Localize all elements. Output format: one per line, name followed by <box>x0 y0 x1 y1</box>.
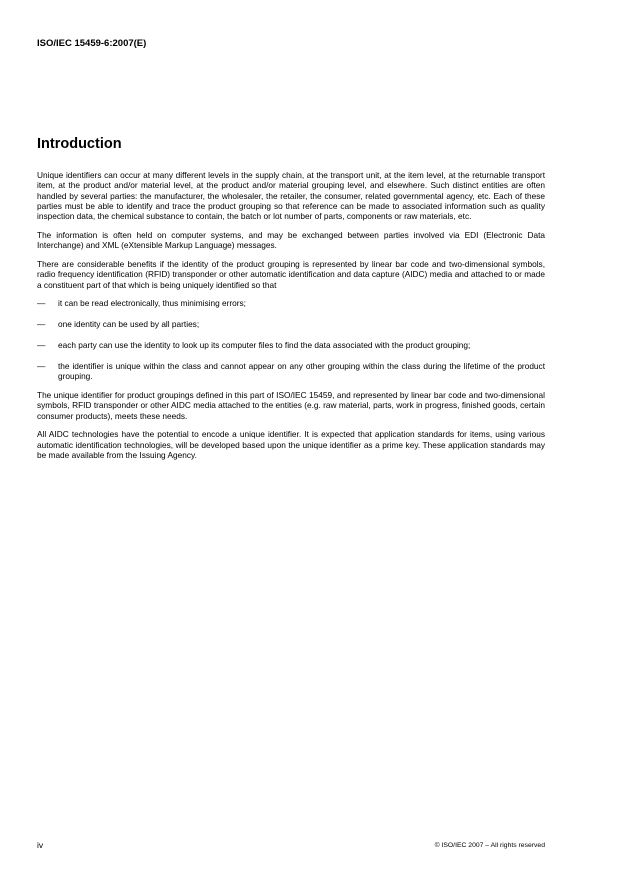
dash-bullet: — <box>37 298 46 309</box>
page-number: iv <box>37 840 44 850</box>
list-item-text: the identifier is unique within the class and cannot appear on any other grouping within the class during the lifetime of the product grouping. <box>58 360 545 382</box>
benefits-list <box>37 298 545 381</box>
dash-bullet: — <box>37 319 46 330</box>
paragraph-benefits: There are considerable benefits if the identity of the product grouping is represented by linear bar code and two-dimensional symbols, radio frequency identification (RFID) transponder or other automatic identification and data capture (AIDC) media and attached to or made a constituent part of that which is being uniquely identified so that <box>37 259 545 290</box>
copyright-notice: © ISO/IEC 2007 – All rights reserved <box>434 842 545 849</box>
document-id-header: ISO/IEC 15459-6:2007(E) <box>37 38 147 49</box>
list-item <box>37 361 545 382</box>
paragraph-aidc-technologies: All AIDC technologies have the potential to encode a unique identifier. It is expected that application standards for items, using various automatic identification technologies, will be developed based upon the unique identifier as a prime key. These application standards may be made available from the Issuing Agency. <box>37 429 545 460</box>
dash-bullet: — <box>37 340 46 351</box>
dash-bullet: — <box>37 360 46 371</box>
list-item-text: it can be read electronically, thus minimising errors; <box>58 298 246 309</box>
introduction-body <box>37 170 545 469</box>
list-item-text: each party can use the identity to look up its computer files to find the data associated with the product grouping; <box>58 340 471 351</box>
list-item <box>37 298 545 308</box>
paragraph-unique-identifier: The unique identifier for product groupings defined in this part of ISO/IEC 15459, and represented by linear bar code and two-dimensional symbols, RFID transponder or other AIDC media attached to the entities (e.g. raw material, parts, work in progress, finished goods, certain consumer products), meets these needs. <box>37 389 545 421</box>
section-title: Introduction <box>37 136 122 152</box>
list-item <box>37 319 545 329</box>
paragraph-information-exchange: The information is often held on computer systems, and may be exchanged between parties involved via EDI (Electronic Data Interchange) and XML (eXtensible Markup Language) messages. <box>37 229 545 251</box>
paragraph-supply-chain: Unique identifiers can occur at many different levels in the supply chain, at the transport unit, at the item level, at the returnable transport item, at the product and/or material level, at the product and/or material grouping level, and elsewhere. Such distinct entities are often handled by several parties: the manufacturer, the wholesaler, the retailer, the consumer, related governmental agency, etc. Each of these parties must be able to identify and trace the product grouping so that reference can be made to associated information such as quality inspection data, the chemical substance to contain, the batch or lot number of parts, components or raw materials, etc. <box>37 170 545 222</box>
list-item <box>37 340 545 350</box>
list-item-text: one identity can be used by all parties; <box>58 319 200 330</box>
